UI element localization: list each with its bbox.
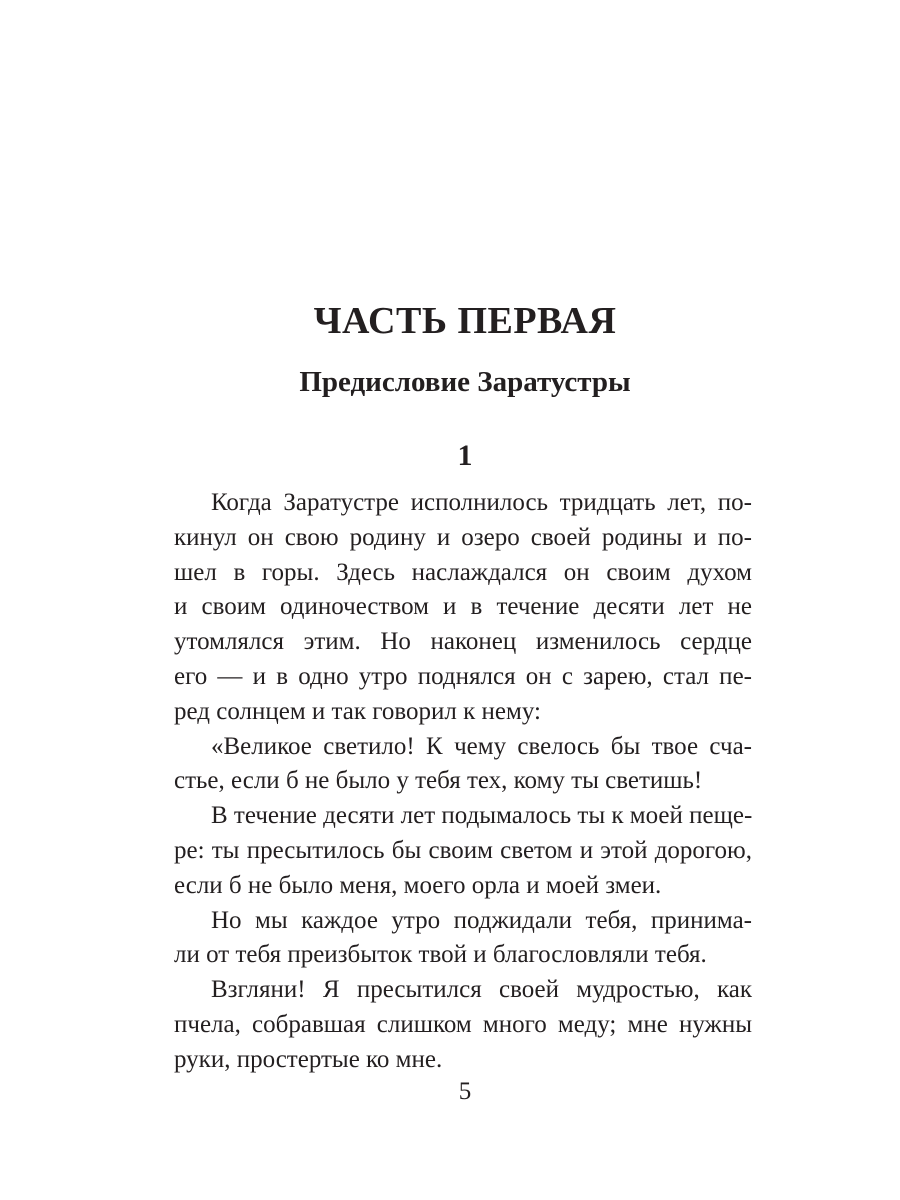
body-text: [174, 486, 752, 1078]
text-line: стье, если б не было у тебя тех, кому ты светишь!: [174, 767, 703, 795]
text-line: Но мы каждое утро поджидали тебя, принима-: [211, 906, 752, 934]
text-line: утомлялся этим. Но наконец изменилось сердце: [174, 628, 752, 656]
text-line: ли от тебя преизбыток твой и благословляли тебя.: [174, 941, 707, 969]
part-title: ЧАСТЬ ПЕРВАЯ: [313, 300, 617, 342]
text-line: В течение десяти лет подымалось ты к моей пеще-: [211, 802, 753, 830]
chapter-title: Предисловие Заратустры: [299, 366, 631, 398]
text-line: если б не было меня, моего орла и моей змеи.: [174, 871, 662, 899]
section-number: 1: [457, 439, 473, 472]
text-line: его — и в одно утро поднялся он с зарею, стал пе-: [174, 662, 752, 690]
text-line: ред солнцем и так говорил к нему:: [174, 697, 541, 725]
text-line: ре: ты пресытилось бы своим светом и этой дорогою,: [174, 836, 752, 864]
text-line: Взгляни! Я пресытился своей мудростью, как: [211, 976, 752, 1004]
text-line: шел в горы. Здесь наслаждался он своим духом: [174, 558, 752, 586]
text-line: и своим одиночеством и в течение десяти лет не: [174, 593, 752, 621]
text-line: руки, простертые ко мне.: [174, 1045, 443, 1073]
text-line: кинул он свою родину и озеро своей родины и по-: [174, 523, 752, 551]
page-number: 5: [458, 1078, 472, 1105]
text-line: Когда Заратустре исполнилось тридцать лет, по-: [211, 489, 752, 516]
text-line: пчела, собравшая слишком много меду; мне нужны: [174, 1010, 752, 1038]
text-line: «Великое светило! К чему свелось бы твое сча-: [211, 732, 752, 760]
